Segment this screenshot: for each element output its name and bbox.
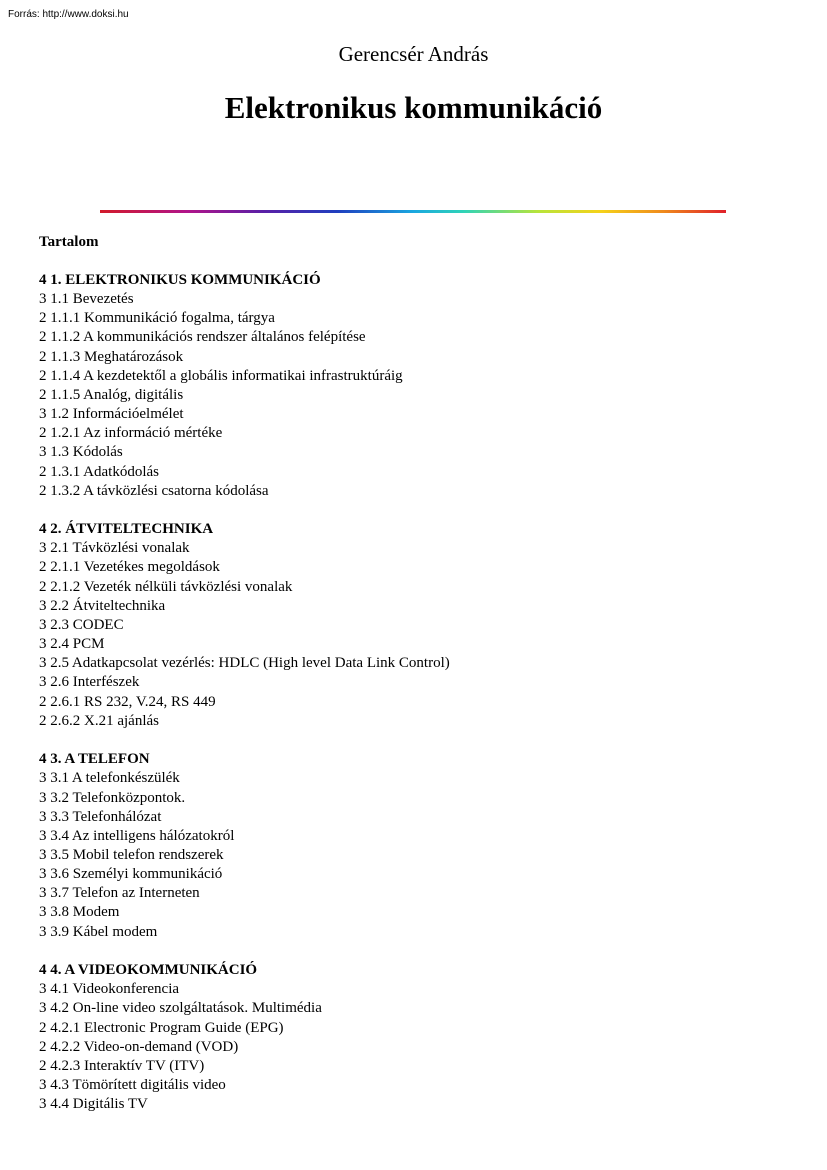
- rainbow-divider: [100, 210, 726, 213]
- toc-entry: 3 3.5 Mobil telefon rendszerek: [39, 846, 224, 863]
- toc-entry: 2 1.3.2 A távközlési csatorna kódolása: [39, 482, 269, 499]
- toc-entry: 2 1.1.1 Kommunikáció fogalma, tárgya: [39, 310, 275, 327]
- toc-heading: Tartalom: [39, 234, 99, 250]
- toc-entry: 3 4.2 On-line video szolgáltatások. Multimédia: [39, 1000, 322, 1017]
- toc-entry: 3 1.3 Kódolás: [39, 444, 123, 461]
- toc-entry: 3 3.2 Telefonközpontok.: [39, 789, 186, 806]
- toc-entry: 2 1.1.5 Analóg, digitális: [39, 386, 184, 403]
- toc-entry: 3 3.3 Telefonhálózat: [39, 808, 162, 825]
- toc-entry: 2 1.1.2 A kommunikációs rendszer általános felépítése: [39, 329, 366, 346]
- toc-section: [39, 961, 799, 1114]
- toc-section: [39, 520, 799, 731]
- toc-entry: 3 2.5 Adatkapcsolat vezérlés: HDLC (High level Data Link Control): [39, 655, 450, 672]
- toc-entry: 3 3.7 Telefon az Interneten: [39, 885, 200, 902]
- toc-entry: 3 4.4 Digitális TV: [39, 1096, 148, 1113]
- toc-entry: 3 1.2 Információelmélet: [39, 406, 184, 423]
- toc-entry: 2 2.1.1 Vezetékes megoldások: [39, 559, 220, 576]
- toc-chapter-entry: 4 2. ÁTVITELTECHNIKA: [39, 521, 214, 538]
- toc-entry: 2 2.6.1 RS 232, V.24, RS 449: [39, 693, 216, 710]
- toc-entry: 3 2.4 PCM: [39, 636, 105, 653]
- document-title: Elektronikus kommunikáció: [224, 90, 603, 125]
- toc-entry: 2 1.1.3 Meghatározások: [39, 348, 184, 365]
- toc-entry: 3 2.2 Átviteltechnika: [39, 597, 166, 614]
- toc-section: [39, 750, 799, 942]
- table-of-contents: [39, 233, 799, 1134]
- toc-entry: 2 1.2.1 Az információ mértéke: [39, 425, 223, 442]
- toc-section: [39, 271, 799, 501]
- toc-entry: 3 2.1 Távközlési vonalak: [39, 540, 190, 557]
- toc-entry: 3 4.1 Videokonferencia: [39, 981, 180, 998]
- toc-entry: 3 3.9 Kábel modem: [39, 923, 158, 940]
- toc-entry: 2 2.1.2 Vezeték nélküli távközlési vonalak: [39, 578, 293, 595]
- source-note: Forrás: http://www.doksi.hu: [8, 9, 129, 20]
- toc-entry: 2 1.3.1 Adatkódolás: [39, 463, 159, 480]
- toc-entry: 3 1.1 Bevezetés: [39, 291, 134, 308]
- toc-sections: [39, 271, 799, 1114]
- toc-entry: 3 3.4 Az intelligens hálózatokról: [39, 827, 235, 844]
- toc-entry: 3 3.1 A telefonkészülék: [39, 770, 180, 787]
- toc-entry: 2 2.6.2 X.21 ajánlás: [39, 712, 159, 729]
- toc-chapter-entry: 4 3. A TELEFON: [39, 751, 150, 768]
- toc-entry: 2 4.2.2 Video-on-demand (VOD): [39, 1038, 239, 1055]
- toc-entry: 3 4.3 Tömörített digitális video: [39, 1076, 226, 1093]
- toc-chapter-entry: 4 1. ELEKTRONIKUS KOMMUNIKÁCIÓ: [39, 272, 321, 288]
- toc-chapter-entry: 4 4. A VIDEOKOMMUNIKÁCIÓ: [39, 962, 258, 979]
- toc-entry: 2 4.2.1 Electronic Program Guide (EPG): [39, 1019, 284, 1036]
- toc-entry: 3 3.6 Személyi kommunikáció: [39, 866, 223, 883]
- toc-entry: 3 2.6 Interfészek: [39, 674, 140, 691]
- author-name: Gerencsér András: [338, 42, 489, 66]
- toc-entry: 3 2.3 CODEC: [39, 616, 124, 633]
- toc-entry: 2 1.1.4 A kezdetektől a globális informatikai infrastruktúráig: [39, 367, 403, 384]
- toc-entry: 2 4.2.3 Interaktív TV (ITV): [39, 1057, 205, 1074]
- toc-entry: 3 3.8 Modem: [39, 904, 120, 921]
